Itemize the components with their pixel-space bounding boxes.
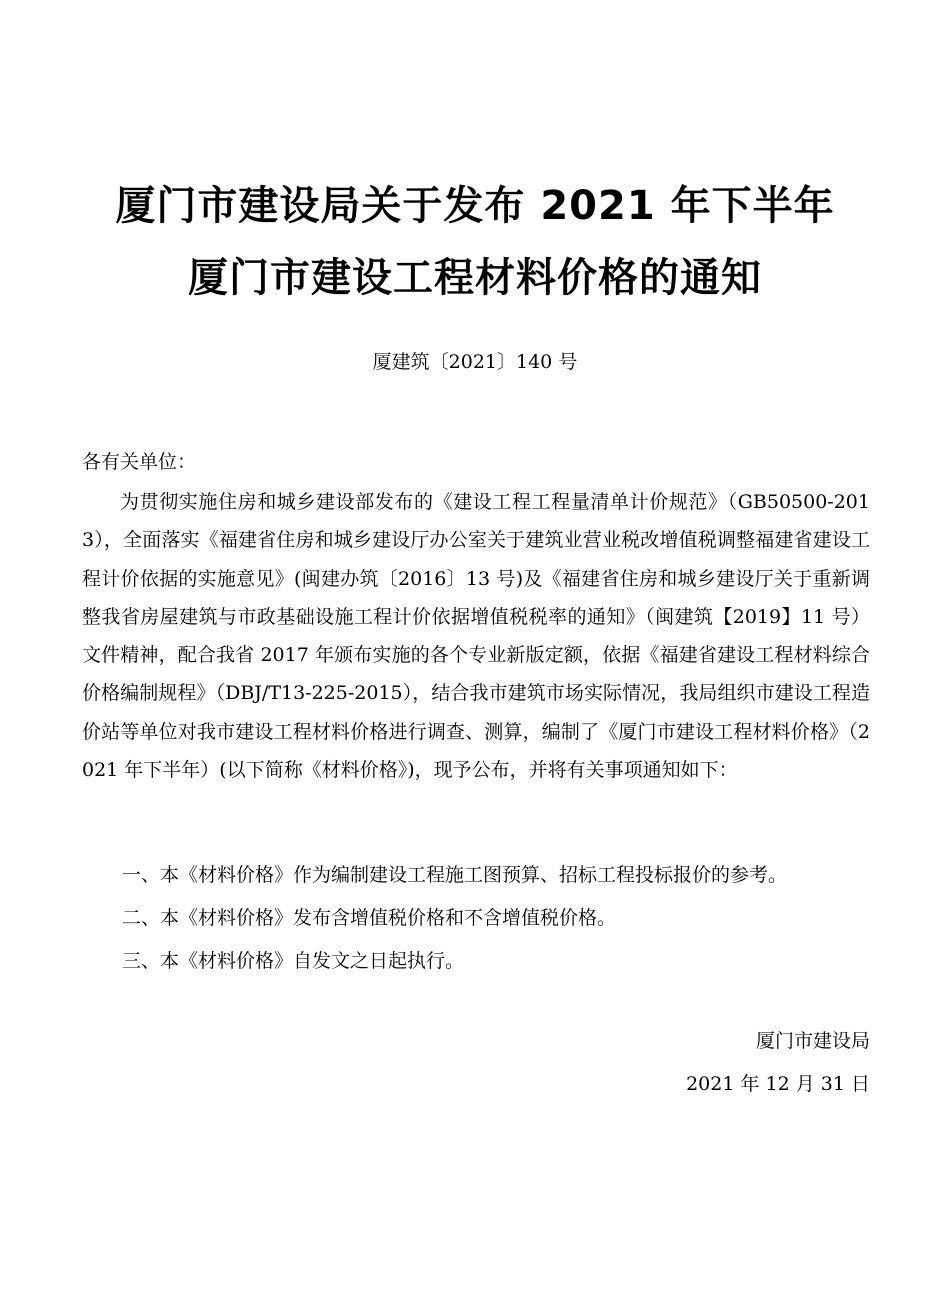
document-number: 厦建筑〔2021〕140 号 (372, 351, 578, 373)
issuer-signature: 厦门市建设局 (755, 1030, 870, 1052)
document-title-line-1: 厦门市建设局关于发布 2021 年下半年 (115, 183, 835, 229)
notice-item-2: 二、本《材料价格》发布含增值税价格和不含增值税价格。 (122, 907, 617, 929)
notice-item-1: 一、本《材料价格》作为编制建设工程施工图预算、招标工程投标报价的参考。 (122, 864, 788, 886)
document-title-line-2: 厦门市建设工程材料价格的通知 (188, 255, 762, 301)
body-paragraph: 为贯彻实施住房和城乡建设部发布的《建设工程工程量清单计价规范》（GB50500-2013），全面落实《福建省住房和城乡建设厅办公室关于建筑业营业税改增值税调整福建省建设工程计价依据的实施意见》(闽建办筑〔2016〕13 号)及《福建省住房和城乡建设厅关于重新调整我省房屋建筑与市政基础设施工程计价依据增值税税率的通知》（闽建筑【2019】11 号）文件精神，配合我省 2017 年颁布实施的各个专业新版定额，依据《福建省建设工程材料综合价格编制规程》（DBJ/T13-225-2015），结合我市建筑市场实际情况，我局组织市建设工程造价站等单位对我市建设工程材料价格进行调查、测算，编制了《厦门市建设工程材料价格》（2021 年下半年）(以下简称《材料价格》)，现予公布，并将有关事项通知如下： (82, 491, 870, 782)
notice-item-3: 三、本《材料价格》自发文之日起执行。 (122, 950, 465, 972)
issue-date: 2021 年 12 月 31 日 (686, 1073, 870, 1095)
salutation: 各有关单位： (82, 451, 197, 473)
